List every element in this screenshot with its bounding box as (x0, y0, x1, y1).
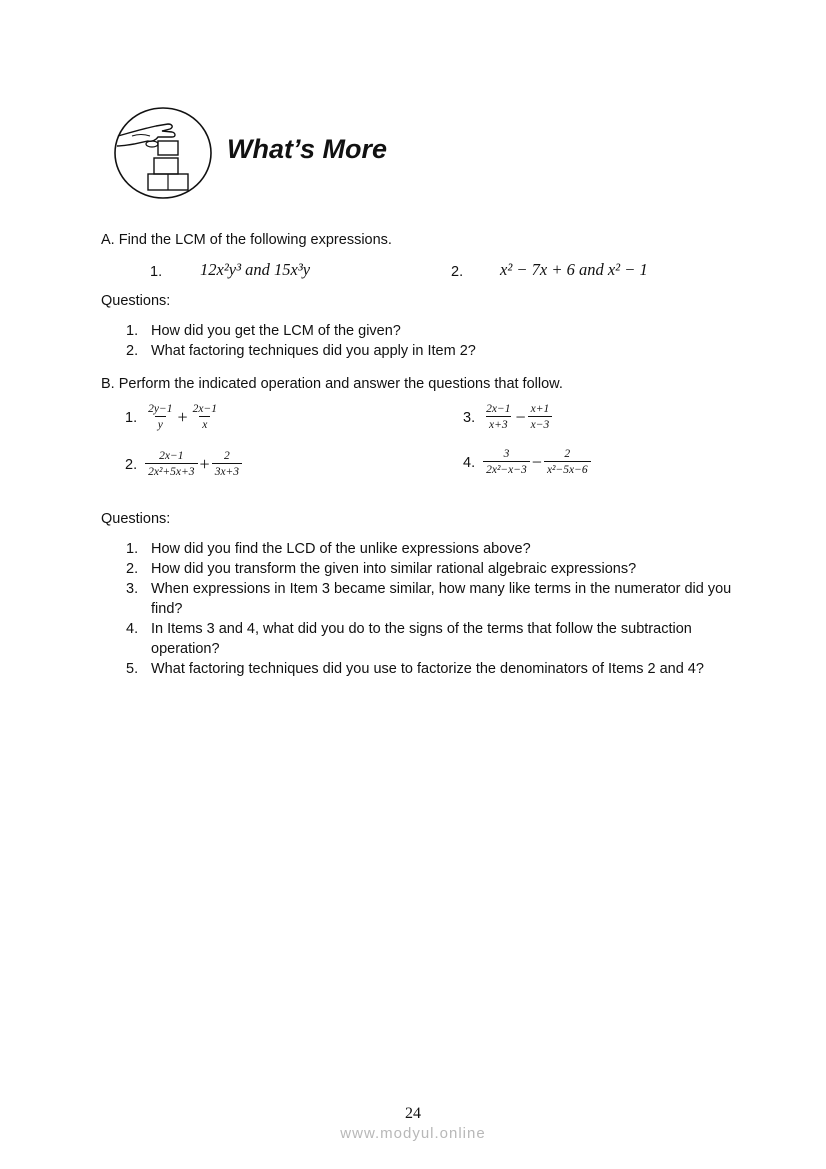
question-text: How did you transform the given into similar rational algebraic expressions? (151, 561, 637, 577)
denominator: y (155, 416, 166, 432)
question-number: 5. (126, 661, 139, 677)
denominator: x+3 (486, 416, 511, 432)
denominator: 2x²+5x+3 (145, 463, 197, 479)
denominator: x (199, 416, 210, 432)
numerator: 2x−1 (486, 403, 511, 415)
question-number: 3. (126, 581, 139, 597)
part-b-item-1 (125, 403, 220, 432)
watermark: www.modyul.online (340, 1125, 486, 1142)
denominator: x−3 (528, 416, 553, 432)
denominator: 3x+3 (212, 463, 242, 479)
numerator: 2x−1 (159, 450, 184, 462)
fraction (145, 403, 175, 432)
fraction (528, 403, 553, 432)
part-a-item-2-number: 2. (451, 264, 464, 280)
item-number: 4. (463, 454, 476, 471)
fraction (483, 448, 530, 477)
part-a-item-1-number: 1. (150, 264, 163, 280)
part-b-item-4 (463, 448, 591, 477)
question-text: How did you get the LCM of the given? (151, 323, 401, 339)
question-text: What factoring techniques did you apply in Item 2? (151, 343, 476, 359)
fraction (483, 403, 513, 432)
part-a-item-1-expression: 12x²y³ and 15x³y (200, 260, 311, 279)
item-number: 3. (463, 409, 476, 426)
numerator: x+1 (530, 403, 550, 415)
question-number: 4. (126, 621, 139, 637)
fraction (190, 403, 220, 432)
item-number: 2. (125, 456, 138, 473)
list-item (101, 539, 741, 559)
operator: + (177, 407, 188, 427)
fraction (212, 450, 242, 479)
question-number: 2. (126, 561, 139, 577)
question-text: How did you find the LCD of the unlike expressions above? (151, 541, 531, 557)
numerator: 3 (503, 448, 510, 460)
list-item (101, 559, 741, 579)
numerator: 2 (224, 450, 230, 462)
list-item (101, 579, 741, 619)
numerator: 2x−1 (192, 403, 217, 415)
operator: − (515, 407, 526, 427)
part-a-questions-list (101, 321, 761, 361)
denominator: x²−5x−6 (544, 461, 591, 477)
question-number: 2. (126, 343, 139, 359)
part-b-item-2 (125, 450, 242, 479)
fraction (145, 450, 197, 479)
numerator: 2y−1 (148, 403, 173, 415)
question-number: 1. (126, 323, 139, 339)
page-title: What’s More (227, 134, 388, 164)
list-item (101, 659, 741, 679)
hand-stacking-blocks-icon (112, 106, 214, 200)
part-b-questions-list (101, 539, 741, 679)
operator: − (531, 452, 542, 472)
part-a-item-2-expression: x² − 7x + 6 and x² − 1 (500, 260, 648, 279)
item-number: 1. (125, 409, 138, 426)
part-a-questions-label: Questions: (101, 293, 171, 309)
part-a-instruction: A. Find the LCM of the following expressions. (101, 232, 392, 248)
part-b-instruction: B. Perform the indicated operation and answer the questions that follow. (101, 376, 563, 392)
operator: + (199, 454, 210, 474)
part-b-questions-label: Questions: (101, 511, 171, 527)
list-item (101, 321, 761, 341)
list-item (101, 619, 741, 659)
numerator: 2 (564, 448, 571, 460)
fraction (544, 448, 591, 477)
question-number: 1. (126, 541, 139, 557)
list-item (101, 341, 761, 361)
page-number: 24 (405, 1105, 421, 1122)
denominator: 2x²−x−3 (483, 461, 530, 477)
part-b-item-3 (463, 403, 552, 432)
question-text: In Items 3 and 4, what did you do to the signs of the terms that follow the subtraction operation? (151, 621, 692, 657)
question-text: When expressions in Item 3 became similar, how many like terms in the numerator did you find? (151, 581, 732, 617)
question-text: What factoring techniques did you use to factorize the denominators of Items 2 and 4? (151, 661, 704, 677)
